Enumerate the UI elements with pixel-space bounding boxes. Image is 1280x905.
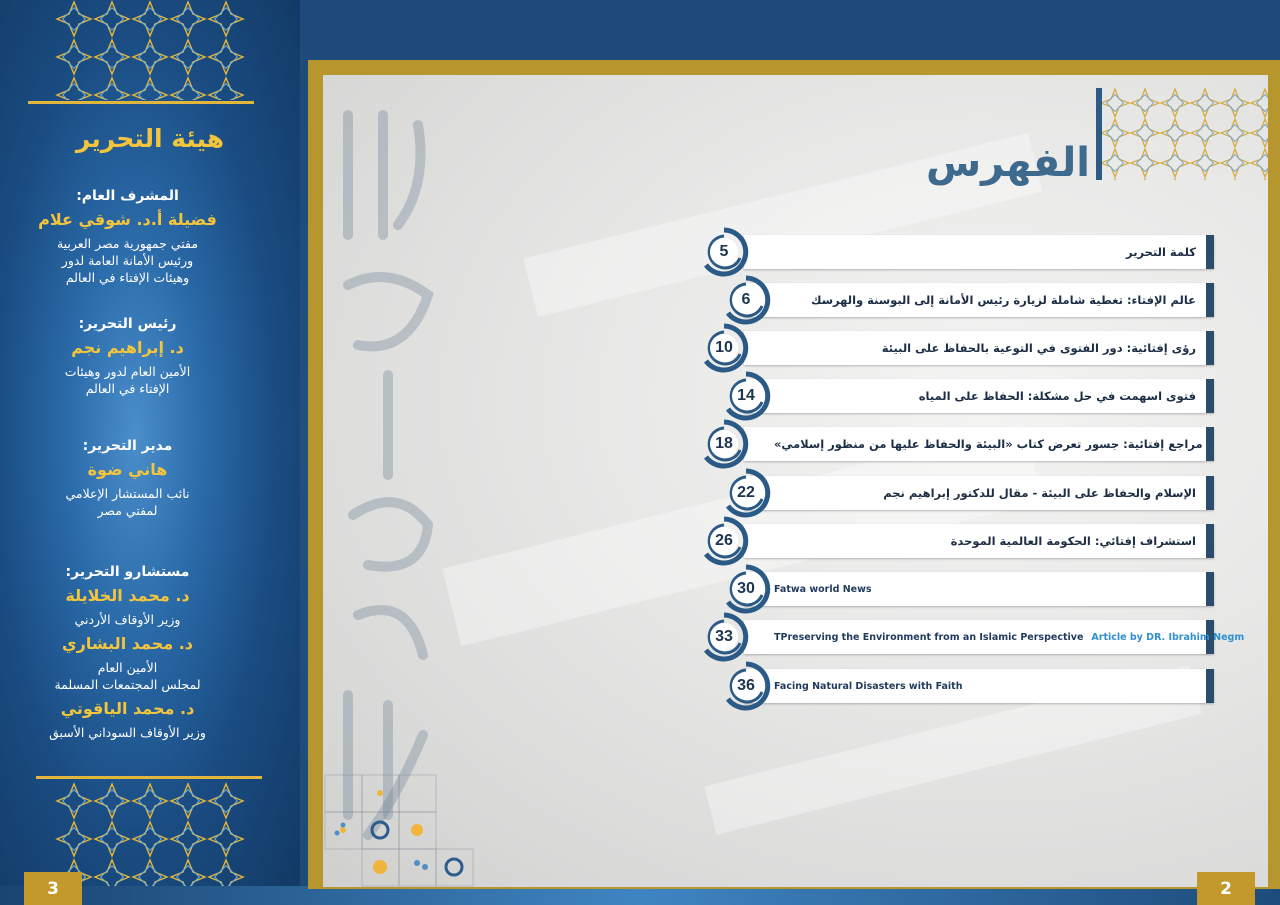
toc-entry-page-number: 5: [719, 243, 729, 260]
toc-entry[interactable]: [744, 379, 1214, 413]
toc-entry-title-text: استشراف إفتائي: الحكومة العالمية الموحدة: [950, 534, 1196, 548]
person-name: هاني ضوة: [87, 460, 168, 479]
page-number-badge: [722, 565, 770, 613]
toc-entry-page-number: 18: [715, 435, 733, 452]
desc-line: الأمين العام لدور وهيئات: [64, 364, 191, 379]
desc-line: ورئيس الأمانة العامة لدور: [61, 253, 194, 268]
role-label: المشرف العام:: [76, 188, 179, 204]
toc-entry-page-number: 14: [737, 387, 755, 404]
toc-entry-page-number: 22: [737, 484, 755, 501]
page-number-badge: [700, 613, 748, 661]
toc-entry[interactable]: [744, 572, 1214, 606]
toc-entry-title-text: مراجع إفتائية: جسور تعرض كتاب «البيئة والحفاظ عليها من منظور إسلامي»: [774, 437, 1203, 451]
desc-line: وزير الأوقاف الأردني: [74, 612, 181, 627]
page-number-left: 3: [24, 872, 82, 905]
toc-entry-page-number: 6: [741, 291, 751, 308]
person-description: [20, 235, 235, 286]
toc-entry-title-text: عالم الإفتاء: تغطية شاملة لزيارة رئيس الأمانة إلى البوسنة والهرسك: [810, 293, 1196, 307]
person-description: [20, 485, 235, 519]
toc-entry-title-text: Fatwa world News: [774, 583, 872, 595]
toc-entry-title-text: رؤى إفتائية: دور الفتوى في التوعية بالحفاظ على البيئة: [881, 341, 1196, 355]
editor-in-chief-block: [20, 316, 235, 397]
desc-line: مفتي جمهورية مصر العربية: [56, 236, 199, 251]
toc-entry[interactable]: [744, 235, 1214, 269]
person-description: [20, 724, 235, 741]
page-number-badge: [722, 276, 770, 324]
header-geometric-pattern: [1100, 88, 1268, 180]
toc-title: الفهرس: [925, 140, 1090, 186]
gold-divider-top: [28, 101, 254, 104]
toc-entry-title-text: الإسلام والحفاظ على البيئة - مقال للدكتور إبراهيم نجم: [883, 486, 1196, 500]
person-description: [20, 659, 235, 693]
decorative-tiles: [325, 775, 475, 887]
page-number-badge: [700, 228, 748, 276]
page-number-right: 2: [1197, 872, 1255, 905]
desc-line: وزير الأوقاف السوداني الأسبق: [49, 725, 206, 740]
general-supervisor-block: [20, 188, 235, 286]
toc-entry-title-text: كلمة التحرير: [1126, 245, 1196, 259]
geometric-pattern-top: [55, 0, 245, 100]
toc-entry[interactable]: [744, 620, 1245, 654]
person-description: [20, 363, 235, 397]
person-description: [20, 611, 235, 628]
toc-entry-title: [744, 389, 1206, 403]
desc-line: وهيئات الإفتاء في العالم: [65, 270, 190, 285]
toc-entry-page-number: 10: [715, 339, 733, 356]
desc-line: الإفتاء في العالم: [85, 381, 170, 396]
page-number-badge: [722, 662, 770, 710]
toc-entry-page-number: 26: [715, 532, 733, 549]
editorial-board-title: هيئة التحرير: [75, 124, 225, 153]
managing-editor-block: [20, 438, 235, 519]
page-number-badge: [700, 420, 748, 468]
toc-entry-byline: Article by DR. Ibrahim Negm: [1091, 631, 1245, 643]
role-label: مدير التحرير:: [82, 438, 173, 454]
page-number-badge: [722, 372, 770, 420]
toc-entry-title: [744, 245, 1206, 259]
person-name: د. إبراهيم نجم: [71, 338, 184, 357]
toc-entry-title-text: TPreserving the Environment from an Islamic Perspective: [774, 631, 1084, 643]
toc-entry-title: [744, 534, 1206, 548]
toc-entry-page-number: 30: [737, 580, 755, 597]
person-name: د. محمد البشاري: [61, 634, 194, 653]
page-number-badge: [722, 469, 770, 517]
toc-entry-title: [744, 437, 1213, 451]
toc-entry-title: [744, 584, 1206, 595]
gold-divider-bottom: [36, 776, 262, 779]
role-label: رئيس التحرير:: [78, 316, 177, 332]
calligraphy-watermark: [328, 95, 448, 875]
toc-entry-page-number: 33: [715, 628, 733, 645]
toc-entry[interactable]: [744, 427, 1214, 461]
desc-line: نائب المستشار الإعلامي: [65, 486, 190, 501]
editorial-board-page: [0, 0, 300, 905]
toc-entry-title: [744, 632, 1254, 643]
toc-entry-title: [741, 291, 1206, 308]
toc-entry[interactable]: [744, 476, 1214, 510]
toc-entry[interactable]: [744, 669, 1214, 703]
role-label: مستشارو التحرير:: [65, 564, 190, 580]
page-number-badge: [700, 517, 748, 565]
page-number-badge: [700, 324, 748, 372]
desc-line: لمفتي مصر: [97, 503, 158, 518]
person-name: د. محمد الخلايلة: [65, 586, 190, 605]
person-name: فضيلة أ.د. شوقي علام: [38, 210, 217, 229]
toc-entry-title: [744, 341, 1206, 355]
toc-entry[interactable]: [744, 331, 1214, 365]
desc-line: الأمين العام: [97, 660, 158, 675]
toc-entry-title: [744, 681, 1206, 692]
toc-entry[interactable]: [741, 283, 1214, 317]
header-accent-bar: [1096, 88, 1102, 180]
toc-entry-page-number: 36: [737, 677, 755, 694]
toc-entry-title-text: فتوى اسهمت في حل مشكلة: الحفاظ على المياه: [918, 389, 1196, 403]
person-name: د. محمد الياقوتي: [60, 699, 195, 718]
toc-entry[interactable]: [744, 524, 1214, 558]
geometric-pattern-bottom: [55, 782, 245, 890]
desc-line: لمجلس المجتمعات المسلمة: [54, 677, 201, 692]
advisors-block: [20, 564, 235, 741]
toc-entry-title-text: Facing Natural Disasters with Faith: [774, 680, 963, 692]
toc-entry-title: [744, 486, 1206, 500]
